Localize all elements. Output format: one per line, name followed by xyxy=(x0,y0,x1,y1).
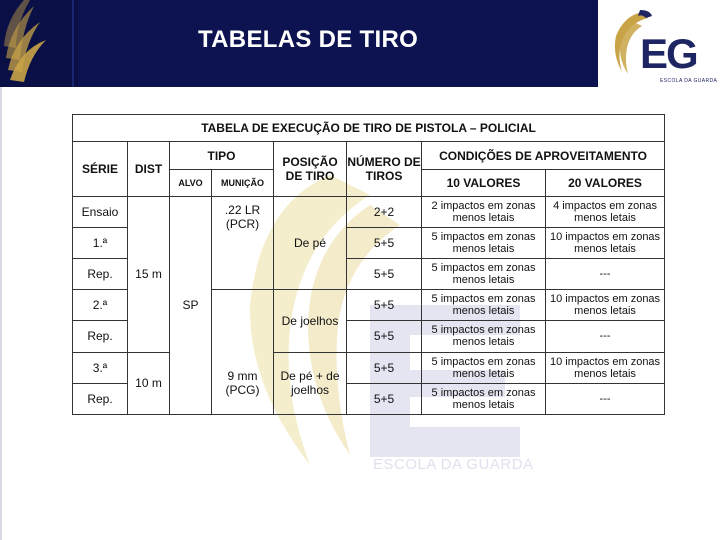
header-10-valores: 10 VALORES xyxy=(422,170,546,196)
v10-cell: 5 impactos em zonas menos letais xyxy=(422,321,546,352)
firing-table xyxy=(72,114,665,415)
header-ornament xyxy=(0,0,78,87)
serie-cell: Ensaio xyxy=(73,196,128,227)
header-serie: SÉRIE xyxy=(73,142,128,196)
tiros-cell: 5+5 xyxy=(347,352,422,383)
header-alvo: ALVO xyxy=(170,170,212,196)
dist-cell: 15 m xyxy=(128,196,170,352)
tiros-cell: 5+5 xyxy=(347,383,422,414)
wing-icon xyxy=(0,0,72,87)
posicao-cell: De pé + de joelhos xyxy=(274,352,347,414)
tiros-cell: 5+5 xyxy=(347,258,422,289)
posicao-cell: De pé xyxy=(274,196,347,290)
slide-title: TABELAS DE TIRO xyxy=(198,26,419,53)
header-divider xyxy=(72,0,74,87)
v20-cell: 10 impactos em zonas menos letais xyxy=(546,290,665,321)
dist-cell: 10 m xyxy=(128,352,170,414)
posicao-cell: De joelhos xyxy=(274,290,347,352)
tiros-cell: 5+5 xyxy=(347,321,422,352)
header-20-valores: 20 VALORES xyxy=(546,170,665,196)
serie-cell: Rep. xyxy=(73,321,128,352)
header-municao: MUNIÇÃO xyxy=(212,170,274,196)
header-condicoes: CONDIÇÕES DE APROVEITAMENTO xyxy=(422,142,665,170)
alvo-cell: SP xyxy=(170,196,212,414)
v20-cell: 10 impactos em zonas menos letais xyxy=(546,227,665,258)
header-dist: DIST xyxy=(128,142,170,196)
serie-cell: Rep. xyxy=(73,383,128,414)
tiros-cell: 5+5 xyxy=(347,227,422,258)
header-tipo: TIPO xyxy=(170,142,274,170)
v10-cell: 5 impactos em zonas menos letais xyxy=(422,227,546,258)
table-caption: TABELA DE EXECUÇÃO DE TIRO DE PISTOLA – POLICIAL xyxy=(73,115,665,142)
v20-cell: --- xyxy=(546,383,665,414)
v20-cell: --- xyxy=(546,321,665,352)
tiros-cell: 2+2 xyxy=(347,196,422,227)
left-rule xyxy=(0,87,2,540)
serie-cell: 1.ª xyxy=(73,227,128,258)
v20-cell: --- xyxy=(546,258,665,289)
v20-cell: 4 impactos em zonas menos letais xyxy=(546,196,665,227)
header-numero: NÚMERO DE TIROS xyxy=(347,142,422,196)
tiros-cell: 5+5 xyxy=(347,290,422,321)
watermark-text: ESCOLA DA GUARDA xyxy=(373,456,534,473)
v10-cell: 5 impactos em zonas menos letais xyxy=(422,290,546,321)
serie-cell: Rep. xyxy=(73,258,128,289)
logo-subtitle: ESCOLA DA GUARDA xyxy=(660,78,718,84)
logo-letters: EG xyxy=(640,30,697,77)
v20-cell: 10 impactos em zonas menos letais xyxy=(546,352,665,383)
v10-cell: 5 impactos em zonas menos letais xyxy=(422,352,546,383)
municao-cell: 9 mm (PCG) xyxy=(212,352,274,414)
serie-cell: 2.ª xyxy=(73,290,128,321)
v10-cell: 5 impactos em zonas menos letais xyxy=(422,383,546,414)
v10-cell: 2 impactos em zonas menos letais xyxy=(422,196,546,227)
serie-cell: 3.ª xyxy=(73,352,128,383)
header-posicao: POSIÇÃO DE TIRO xyxy=(274,142,347,196)
v10-cell: 5 impactos em zonas menos letais xyxy=(422,258,546,289)
municao-cell: .22 LR (PCR) xyxy=(212,196,274,290)
municao-cell-empty xyxy=(212,290,274,352)
